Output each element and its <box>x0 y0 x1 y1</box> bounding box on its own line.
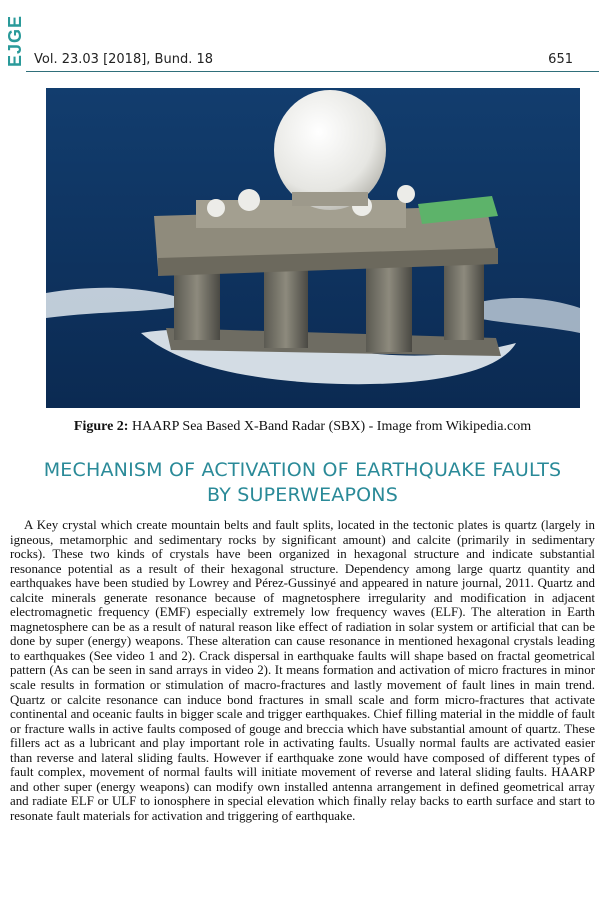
figure-caption-text: HAARP Sea Based X-Band Radar (SBX) - Image from Wikipedia.com <box>128 419 532 434</box>
small-radome-1 <box>207 199 225 217</box>
section-heading-line-1: MECHANISM OF ACTIVATION OF EARTHQUAKE FAULTS <box>43 459 562 481</box>
section-heading-line-2: BY SUPERWEAPONS <box>207 484 398 506</box>
figure-caption <box>0 419 605 435</box>
figure-image <box>46 88 580 408</box>
figure-label: Figure 2: <box>73 419 129 434</box>
header-rule <box>26 71 599 72</box>
small-radome-4 <box>397 185 415 203</box>
volume-info: Vol. 23.03 [2018], Bund. 18 <box>34 52 214 67</box>
leg-3 <box>366 260 412 352</box>
journal-logo: EJGE <box>5 14 25 68</box>
section-heading <box>0 458 605 508</box>
radome-base <box>292 192 368 206</box>
page-number: 651 <box>548 52 573 67</box>
small-radome-2 <box>238 189 260 211</box>
running-header <box>34 52 579 72</box>
body-paragraph: A Key crystal which create mountain belts and fault splits, located in the tectonic plates is quartz (largely in igneous, metamorphic and sedimentary rocks by significant amount) and calcite (primarily in sedimentary rocks). These two kinds of crystals have been organized in hexagonal structure and indicate substantial resonance potential as a result of their hexagonal structure. Dependency among large quartz quantity and earthquakes have been studied by Lowrey and Pérez-Gussinyé and appeared in nature journal, 2011. Quartz and calcite minerals generate resonance because of magnetosphere irregularity and modification in adjacent electromagnetic frequency (EMF) especially extremely low frequency waves (ELF). The alteration in Earth magnetosphere can be as a result of natural reason like effect of radiation in solar system or artificial that can be done by super (energy) weapons. These alteration can cause resonance in mentioned hexagonal crystals leading to earthquakes (See video 1 and 2). Crack dispersal in earthquake faults will shape based on fractal geometrical pattern (As can be seen in sand arrays in video 2). It means formation and activation of micro fractures in minor scale results in formation or stimulation of macro-fractures and lastly movement of fault lines in main trend. Quartz or calcite resonance can induce bond fractures in small scale and form micro-fractures that activate continental and oceanic faults in bigger scale and trigger earthquakes. Chief filling material in the middle of fault or fracture walls in active faults composed of gouge and breccia which have substantial amount of quartz. These fillers act as a lubricant and play important role in activating faults. Usually normal faults are activated easier than reverse and lateral sliding faults. However if earthquake zone would have composed of different types of fault complex, movement of normal faults will initiate movement of reverse and lateral sliding faults. HAARP and other super (energy weapons) can modify own installed antenna arrangement in defined geometrical array and radiate ELF or ULF to ionosphere in special elevation which finally relay backs to earth surface and start to resonate fault materials for activation and triggering of earthquake. <box>10 518 595 823</box>
